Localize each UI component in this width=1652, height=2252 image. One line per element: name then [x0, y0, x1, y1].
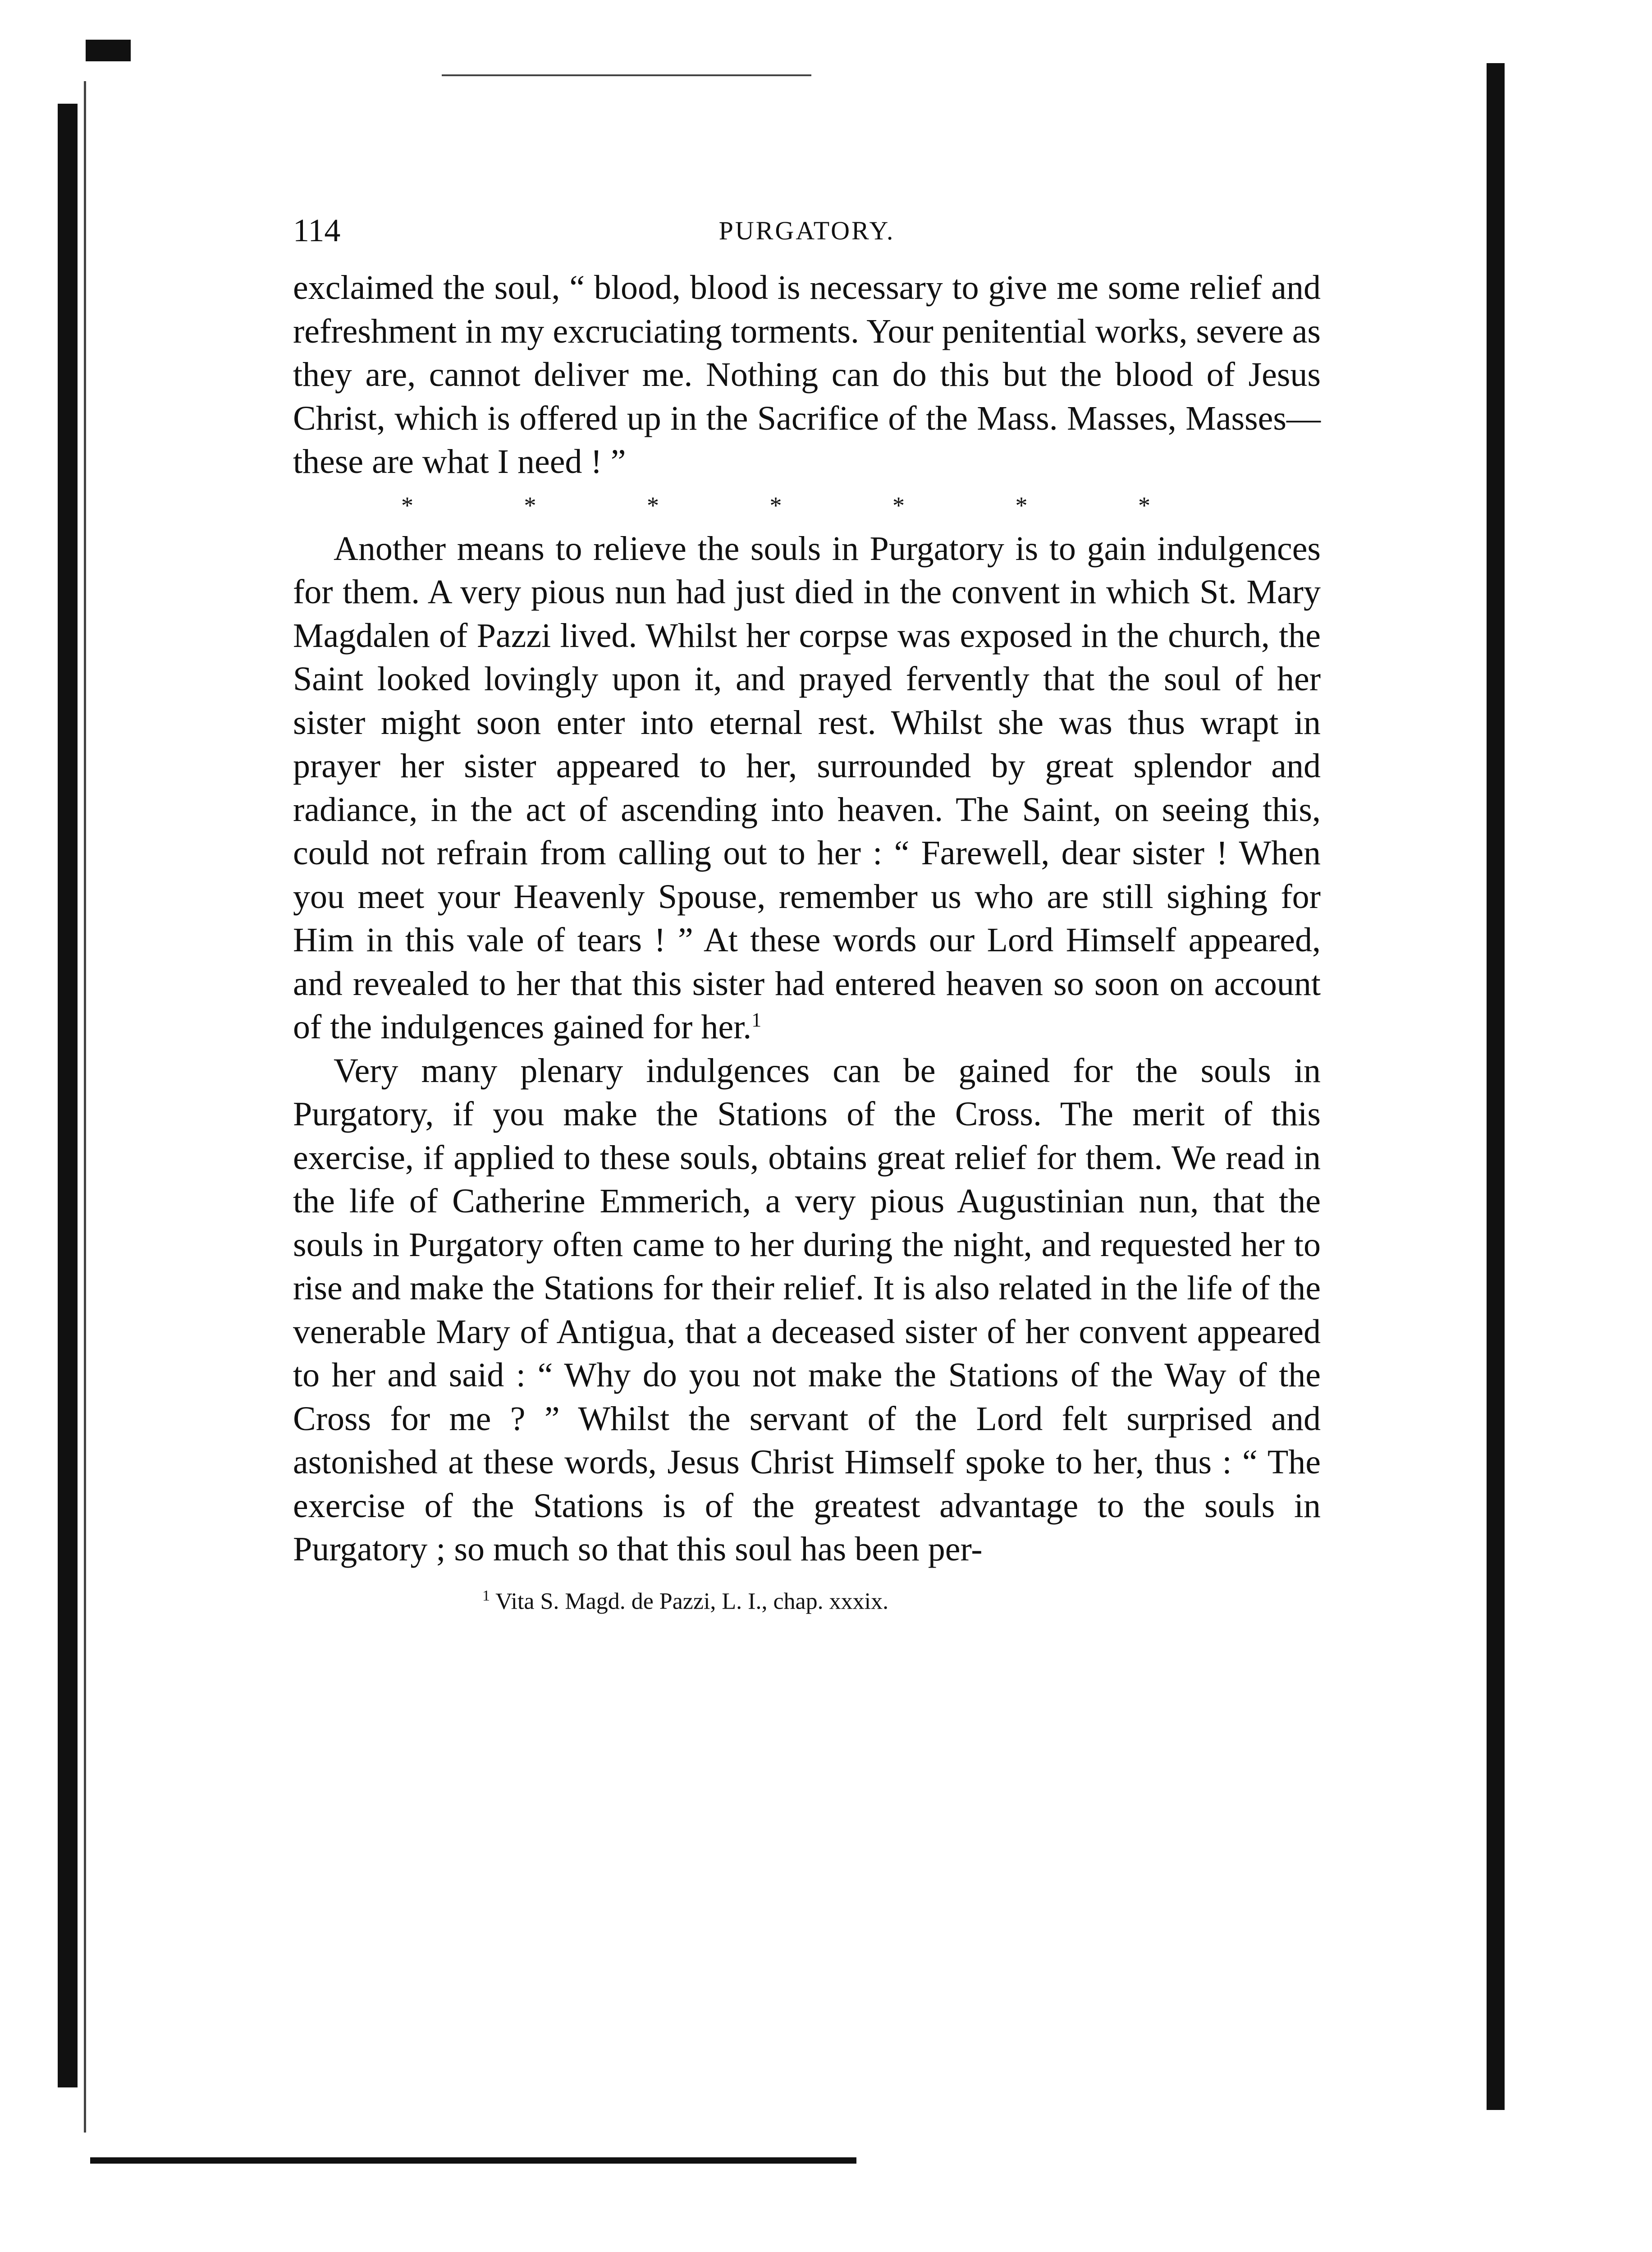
page-header [293, 212, 1321, 266]
paragraph-indulgences [293, 527, 1321, 1049]
section-divider: * * * * * * * [401, 491, 1203, 519]
footnote-text: Vita S. Magd. de Pazzi, L. I., chap. xxxix. [495, 1588, 889, 1614]
paragraph-indulgences-text: Another means to relieve the souls in Purgatory is to gain indulgences for them. A very pious nun had just died in the convent in which St. Mary Magdalen of Pazzi lived. Whilst her corpse was exposed in the church, the Saint looked lovingly upon it, and prayed fervently that the soul of her sister might soon enter into eternal rest. Whilst she was thus wrapt in prayer her sister appeared to her, surrounded by great splendor and radiance, in the act of ascending into heaven. The Saint, on seeing this, could not refrain from calling out to her : “ Farewell, dear sister ! When you meet your Heavenly Spouse, remember us who are still sighing for Him in this vale of tears ! ” At these words our Lord Himself appeared, and revealed to her that this sister had entered heaven so soon on account of the indulgences gained for her. [293, 529, 1321, 1046]
scan-left-edge [58, 104, 78, 2087]
scan-bottom-edge [90, 2157, 856, 2164]
scan-corner-mark [86, 40, 131, 61]
paragraph-continuation: exclaimed the soul, “ blood, blood is necessary to give me some relief and refreshment in my excruciating torments. Your penitential works, severe as they are, cannot deliver me. Nothing can do this but the blood of Jesus Christ, which is offered up in the Sacrifice of the Mass. Masses, Masses—these are what I need ! ” [293, 269, 1321, 481]
scan-top-line [442, 74, 811, 76]
scan-left-thin-edge [84, 81, 86, 2133]
footnote-mark: 1 [482, 1587, 490, 1604]
book-page [293, 212, 1321, 2015]
scan-right-edge [1487, 63, 1505, 2110]
paragraph-stations: Very many plenary indulgences can be gained for the souls in Purgatory, if you make the Stations of the Cross. The merit of this exercise, if applied to these souls, obtains great relief for them. We read in the life of Catherine Emmerich, a very pious Augustinian nun, that the souls in Purgatory often came to her during the night, and requested her to rise and make the Stations for their relief. It is also related in the life of the venerable Mary of Antigua, that a deceased sister of her convent appeared to her and said : “ Why do you not make the Stations of the Way of the Cross for me ? ” Whilst the servant of the Lord felt surprised and astonished at these words, Jesus Christ Himself spoke to her, thus : “ The exercise of the Stations is of the greatest advantage to the souls in Purgatory ; so much so that this soul has been per- [293, 1051, 1321, 1568]
footnote-reference: 1 [751, 1009, 762, 1031]
running-title: PURGATORY. [718, 216, 895, 245]
footnote [482, 1580, 1321, 1617]
page-number: 114 [293, 212, 341, 248]
